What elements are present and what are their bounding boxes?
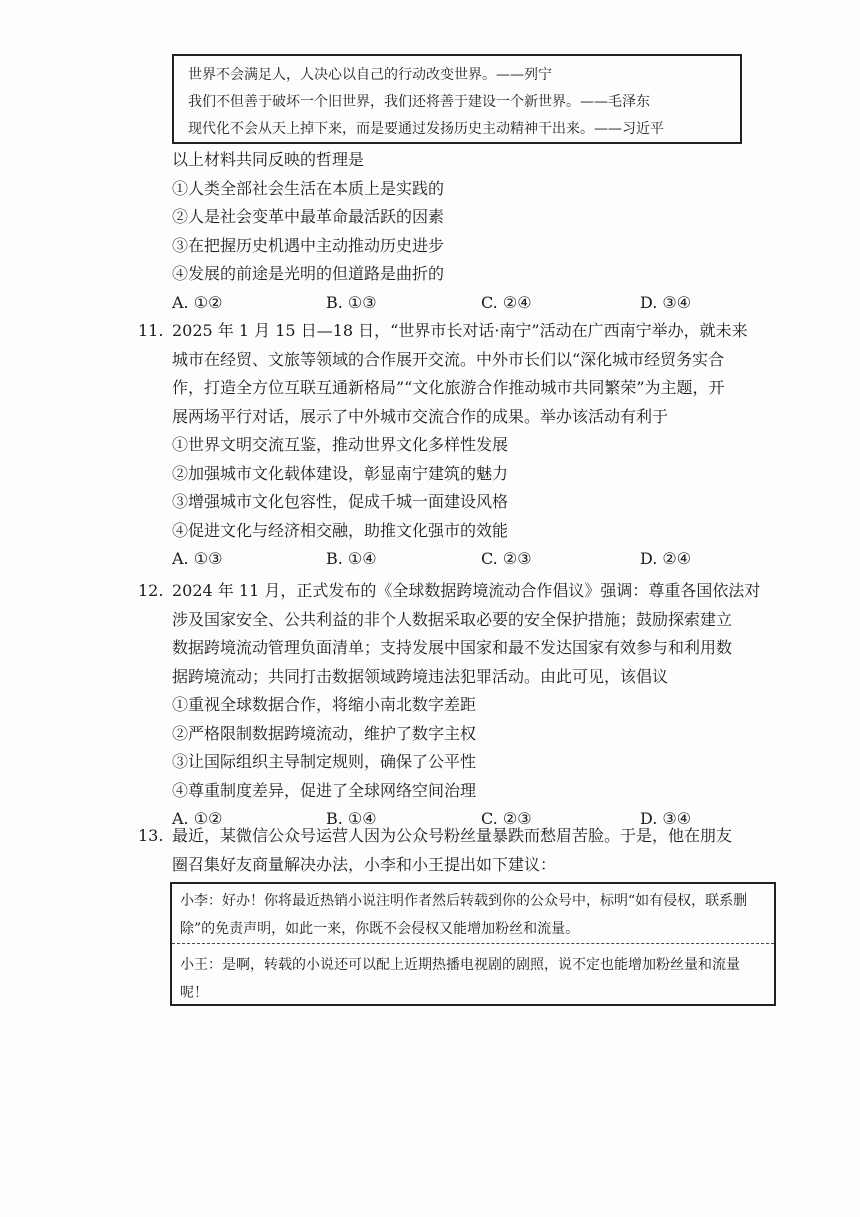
choice-item: ①世界文明交流互鉴，推动世界文化多样性发展 bbox=[172, 435, 509, 454]
question-text-line: 2025 年 1 月 15 日—18 日，“世界市长对话·南宁”活动在广西南宁举办，就未来 bbox=[172, 321, 748, 340]
question-12 bbox=[172, 577, 782, 834]
option-a: A. ①② bbox=[172, 292, 223, 312]
choice-item: ②严格限制数据跨境流动，维护了数字主权 bbox=[172, 723, 477, 743]
question-stem: 以上材料共同反映的哲理是 bbox=[172, 150, 365, 169]
question-text-line: 圈召集好友商量解决办法，小李和小王提出如下建议： bbox=[172, 854, 557, 874]
option-b: B. ①③ bbox=[326, 292, 377, 312]
option-c: C. ②③ bbox=[481, 549, 532, 568]
question-text-line: 数据跨境流动管理负面清单；支持发展中国家和最不发达国家有效参与和利用数 bbox=[172, 638, 733, 657]
question-text-line: 城市在经贸、文旅等领域的合作展开交流。中外市长们以“深化城市经贸务实合 bbox=[172, 349, 725, 369]
option-d: D. ②④ bbox=[640, 549, 692, 568]
question-text-line: 涉及国家安全、公共利益的非个人数据采取必要的安全保护措施；鼓励探索建立 bbox=[172, 609, 733, 629]
dialog-xiaoli: 小李：好办！你将最近热销小说注明作者然后转载到你的公众号中，标明“如有侵权，联系删除”的免责声明，如此一来，你既不会侵权又能增加粉丝和流量。 bbox=[172, 884, 774, 944]
quote-mao: 我们不但善于破坏一个旧世界，我们还将善于建设一个新世界。——毛泽东 bbox=[188, 94, 650, 110]
option-c: C. ②④ bbox=[481, 292, 532, 312]
option-a: A. ①③ bbox=[172, 549, 223, 568]
quote-lenin: 世界不会满足人，人决心以自己的行动改变世界。——列宁 bbox=[188, 67, 552, 83]
question-13 bbox=[172, 822, 782, 879]
question-text-line: 作，打造全方位互联互通新格局”“文化旅游合作推动城市共同繁荣”为主题，开 bbox=[172, 378, 725, 397]
option-b: B. ①④ bbox=[326, 809, 377, 828]
choice-item: ④促进文化与经济相交融，助推文化强市的效能 bbox=[172, 520, 509, 540]
option-d: D. ③④ bbox=[640, 292, 692, 312]
answer-options bbox=[172, 545, 782, 574]
question-text-line: 展两场平行对话，展示了中外城市交流合作的成果。举办该活动有利于 bbox=[172, 406, 669, 426]
question-text-line: 据跨境流动；共同打击数据领域跨境违法犯罪活动。由此可见，该倡议 bbox=[172, 666, 669, 686]
quote-box bbox=[172, 54, 742, 144]
option-b: B. ①④ bbox=[326, 549, 377, 568]
question-number: 13. bbox=[138, 826, 164, 845]
dialog-xiaowang: 小王：是啊，转载的小说还可以配上近期热播电视剧的剧照，说不定也能增加粉丝量和流量呢！ bbox=[180, 957, 740, 1001]
choice-item: ③让国际组织主导制定规则，确保了公平性 bbox=[172, 752, 477, 771]
question-10 bbox=[172, 146, 782, 317]
quote-xi: 现代化不会从天上掉下来，而是要通过发扬历史主动精神干出来。——习近平 bbox=[188, 121, 664, 137]
option-d: D. ③④ bbox=[640, 809, 692, 828]
question-number: 12. bbox=[138, 581, 164, 600]
question-text-line: 最近，某微信公众号运营人因为公众号粉丝量暴跌而愁眉苦脸。于是，他在朋友 bbox=[172, 826, 733, 845]
choice-item: ④尊重制度差异，促进了全球网络空间治理 bbox=[172, 780, 477, 800]
choice-item: ③在把握历史机遇中主动推动历史进步 bbox=[172, 235, 445, 255]
choice-item: ②人是社会变革中最革命最活跃的因素 bbox=[172, 207, 445, 226]
choice-item: ②加强城市文化载体建设，彰显南宁建筑的魅力 bbox=[172, 463, 509, 483]
choice-item: ①重视全球数据合作，将缩小南北数字差距 bbox=[172, 695, 477, 714]
question-number: 11. bbox=[138, 321, 164, 340]
dialog-box bbox=[170, 882, 776, 1006]
choice-item: ④发展的前途是光明的但道路是曲折的 bbox=[172, 264, 445, 283]
option-a: A. ①② bbox=[172, 809, 223, 828]
question-11 bbox=[172, 317, 782, 574]
choice-item: ③增强城市文化包容性，促成千城一面建设风格 bbox=[172, 492, 509, 511]
choice-item: ①人类全部社会生活在本质上是实践的 bbox=[172, 178, 445, 198]
question-text-line: 2024 年 11 月，正式发布的《全球数据跨境流动合作倡议》强调：尊重各国依法对 bbox=[172, 581, 761, 600]
answer-options bbox=[172, 289, 782, 318]
option-c: C. ②③ bbox=[481, 809, 532, 828]
